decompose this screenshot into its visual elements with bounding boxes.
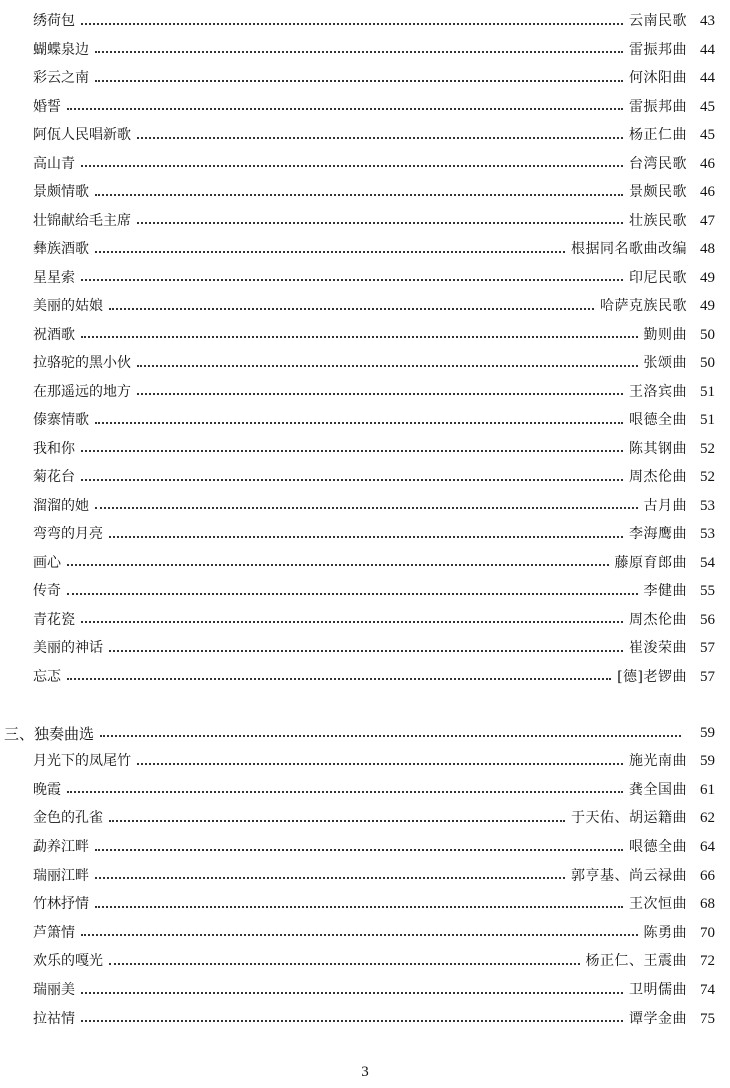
dot-leader — [137, 221, 623, 224]
entry-page-number: 51 — [700, 412, 715, 429]
dot-leader — [109, 535, 623, 538]
toc-entry — [0, 861, 730, 890]
entry-composer: 杨正仁曲 — [629, 127, 687, 144]
toc-entry — [0, 321, 730, 350]
entry-page-number: 46 — [700, 155, 715, 172]
toc-entry — [0, 947, 730, 976]
entry-page-number: 50 — [700, 326, 715, 343]
entry-page-number: 74 — [700, 982, 715, 999]
entry-composer: 何沐阳曲 — [629, 70, 687, 87]
entry-page-number: 54 — [700, 554, 715, 571]
toc-entry — [0, 606, 730, 635]
entry-page-number: 49 — [700, 298, 715, 315]
dot-leader — [95, 250, 565, 253]
dot-leader — [81, 1019, 623, 1022]
dot-leader — [81, 22, 623, 25]
toc-entry — [0, 549, 730, 578]
dot-leader — [137, 364, 638, 367]
entry-page-number: 61 — [700, 781, 715, 798]
toc-entry — [0, 804, 730, 833]
entry-composer: [德]老锣曲 — [617, 668, 687, 685]
toc-entry — [0, 36, 730, 65]
dot-leader — [109, 962, 580, 965]
entry-composer: 于天佑、胡运籍曲 — [571, 810, 687, 827]
dot-leader — [137, 762, 623, 765]
entry-composer: 台湾民歌 — [629, 155, 687, 172]
entry-composer: 藤原育郎曲 — [614, 554, 687, 571]
toc-entry — [0, 235, 730, 264]
dot-leader — [67, 107, 623, 110]
entry-title: 景颇情歌 — [33, 184, 89, 201]
dot-leader — [100, 734, 681, 737]
solo-list — [0, 747, 730, 1033]
entry-composer: 哈萨克族民歌 — [600, 298, 687, 315]
entry-page-number: 57 — [700, 668, 715, 685]
entry-title: 瑞丽美 — [33, 982, 75, 999]
entry-composer: 陈其钢曲 — [629, 440, 687, 457]
toc-entry — [0, 121, 730, 150]
entry-composer: 周杰伦曲 — [629, 611, 687, 628]
entry-page-number: 70 — [700, 924, 715, 941]
dot-leader — [137, 136, 623, 139]
dot-leader — [95, 50, 623, 53]
entry-page-number: 52 — [700, 440, 715, 457]
dot-leader — [81, 620, 623, 623]
entry-page-number: 62 — [700, 810, 715, 827]
dot-leader — [67, 563, 609, 566]
page-footer-number: 3 — [361, 1064, 369, 1080]
toc-entry — [0, 7, 730, 36]
entry-title: 竹林抒情 — [33, 896, 89, 913]
dot-leader — [67, 592, 638, 595]
toc-entry — [0, 663, 730, 692]
entry-page-number: 75 — [700, 1010, 715, 1027]
entry-composer: 景颇民歌 — [629, 184, 687, 201]
entry-title: 勐养江畔 — [33, 839, 89, 856]
entry-page-number: 48 — [700, 241, 715, 258]
entry-composer: 李海鹰曲 — [629, 526, 687, 543]
entry-composer: 龚全国曲 — [629, 781, 687, 798]
toc-entry — [0, 976, 730, 1005]
entry-title: 傣寨情歌 — [33, 412, 89, 429]
entry-title: 婚誓 — [33, 98, 61, 115]
entry-title: 彝族酒歌 — [33, 241, 89, 258]
entry-title: 芦箫情 — [33, 924, 75, 941]
toc-entry — [0, 634, 730, 663]
dot-leader — [95, 848, 623, 851]
entry-page-number: 46 — [700, 184, 715, 201]
entry-page-number: 66 — [700, 867, 715, 884]
entry-page-number: 52 — [700, 469, 715, 486]
entry-composer: 云南民歌 — [629, 13, 687, 30]
entry-composer: 勤则曲 — [643, 326, 687, 343]
toc-entry — [0, 492, 730, 521]
entry-title: 高山青 — [33, 155, 75, 172]
entry-composer: 雷振邦曲 — [629, 41, 687, 58]
toc-entry — [0, 520, 730, 549]
entry-title: 蝴蝶泉边 — [33, 41, 89, 58]
toc-entry — [0, 178, 730, 207]
dot-leader — [95, 79, 623, 82]
entry-page-number: 44 — [700, 70, 715, 87]
toc-entry — [0, 406, 730, 435]
entry-page-number: 64 — [700, 839, 715, 856]
entry-composer: 哏德全曲 — [629, 412, 687, 429]
dot-leader — [95, 905, 623, 908]
dot-leader — [109, 819, 565, 822]
toc-entry — [0, 776, 730, 805]
toc-entry — [0, 890, 730, 919]
toc-entry — [0, 833, 730, 862]
dot-leader — [81, 478, 623, 481]
dot-leader — [81, 449, 623, 452]
dot-leader — [109, 307, 594, 310]
entry-composer: 古月曲 — [643, 497, 687, 514]
entry-composer: 哏德全曲 — [629, 839, 687, 856]
toc-entry — [0, 207, 730, 236]
dot-leader — [81, 278, 623, 281]
dot-leader — [95, 193, 623, 196]
entry-title: 弯弯的月亮 — [33, 526, 103, 543]
entry-page-number: 50 — [700, 355, 715, 372]
entry-title: 在那遥远的地方 — [33, 383, 131, 400]
entry-composer: 施光南曲 — [629, 753, 687, 770]
entry-page-number: 47 — [700, 212, 715, 229]
entry-title: 忘忑 — [33, 668, 61, 685]
entry-title: 拉祜情 — [33, 1010, 75, 1027]
entry-title: 星星索 — [33, 269, 75, 286]
toc-entry — [0, 463, 730, 492]
entry-title: 壮锦献给毛主席 — [33, 212, 131, 229]
entry-title: 绣荷包 — [33, 13, 75, 30]
toc-entry — [0, 292, 730, 321]
entry-composer: 李健曲 — [643, 583, 687, 600]
entry-title: 美丽的神话 — [33, 640, 103, 657]
dot-leader — [81, 335, 638, 338]
toc-entry — [0, 378, 730, 407]
entry-composer: 王洛宾曲 — [629, 383, 687, 400]
entry-title: 欢乐的嘎光 — [33, 953, 103, 970]
entry-composer: 陈勇曲 — [643, 924, 687, 941]
dot-leader — [67, 790, 623, 793]
entry-page-number: 55 — [700, 583, 715, 600]
toc-entry — [0, 435, 730, 464]
dot-leader — [95, 421, 623, 424]
entry-title: 我和你 — [33, 440, 75, 457]
entry-title: 拉骆驼的黑小伙 — [33, 355, 131, 372]
entry-composer: 王次恒曲 — [629, 896, 687, 913]
entry-page-number: 57 — [700, 640, 715, 657]
dot-leader — [95, 876, 565, 879]
entry-page-number: 53 — [700, 526, 715, 543]
entry-composer: 周杰伦曲 — [629, 469, 687, 486]
entry-title: 彩云之南 — [33, 70, 89, 87]
dot-leader — [137, 392, 623, 395]
entry-title: 画心 — [33, 554, 61, 571]
entry-page-number: 44 — [700, 41, 715, 58]
toc-entry — [0, 264, 730, 293]
entry-title: 月光下的凤尾竹 — [33, 753, 131, 770]
dot-leader — [81, 991, 623, 994]
toc-entry — [0, 577, 730, 606]
entry-page-number: 51 — [700, 383, 715, 400]
solo-section — [0, 719, 730, 1033]
dot-leader — [81, 164, 623, 167]
entry-page-number: 68 — [700, 896, 715, 913]
entry-page-number: 56 — [700, 611, 715, 628]
toc-entry — [0, 747, 730, 776]
entry-title: 阿佤人民唱新歌 — [33, 127, 131, 144]
entry-composer: 张颂曲 — [643, 355, 687, 372]
entry-page-number: 59 — [700, 753, 715, 770]
entry-page-number: 43 — [700, 13, 715, 30]
dot-leader — [81, 933, 638, 936]
entry-composer: 根据同名歌曲改编 — [571, 241, 687, 258]
entry-composer: 崔浚荣曲 — [629, 640, 687, 657]
entry-title: 金色的孔雀 — [33, 810, 103, 827]
section-heading — [0, 719, 730, 747]
section-page-number: 59 — [700, 724, 715, 741]
entry-composer: 雷振邦曲 — [629, 98, 687, 115]
toc-entry — [0, 150, 730, 179]
entry-page-number: 45 — [700, 127, 715, 144]
section-title: 三、独奏曲选 — [4, 726, 95, 743]
entry-page-number: 53 — [700, 497, 715, 514]
entry-composer: 谭学金曲 — [629, 1010, 687, 1027]
entry-title: 瑞丽江畔 — [33, 867, 89, 884]
toc-entry — [0, 1004, 730, 1033]
toc-entry — [0, 93, 730, 122]
toc-list — [0, 7, 730, 691]
entry-page-number: 72 — [700, 953, 715, 970]
dot-leader — [95, 506, 638, 509]
dot-leader — [109, 649, 623, 652]
entry-title: 菊花台 — [33, 469, 75, 486]
dot-leader — [67, 677, 611, 680]
entry-title: 晚霞 — [33, 781, 61, 798]
entry-composer: 卫明儒曲 — [629, 982, 687, 999]
entry-composer: 杨正仁、王震曲 — [585, 953, 687, 970]
entry-composer: 郭亨基、尚云禄曲 — [571, 867, 687, 884]
entry-composer: 壮族民歌 — [629, 212, 687, 229]
toc-entry — [0, 64, 730, 93]
toc-entry — [0, 919, 730, 948]
entry-page-number: 45 — [700, 98, 715, 115]
entry-title: 传奇 — [33, 583, 61, 600]
entry-title: 美丽的姑娘 — [33, 298, 103, 315]
entry-title: 青花瓷 — [33, 611, 75, 628]
entry-page-number: 49 — [700, 269, 715, 286]
toc-entry — [0, 349, 730, 378]
entry-title: 溜溜的她 — [33, 497, 89, 514]
entry-composer: 印尼民歌 — [629, 269, 687, 286]
entry-title: 祝酒歌 — [33, 326, 75, 343]
